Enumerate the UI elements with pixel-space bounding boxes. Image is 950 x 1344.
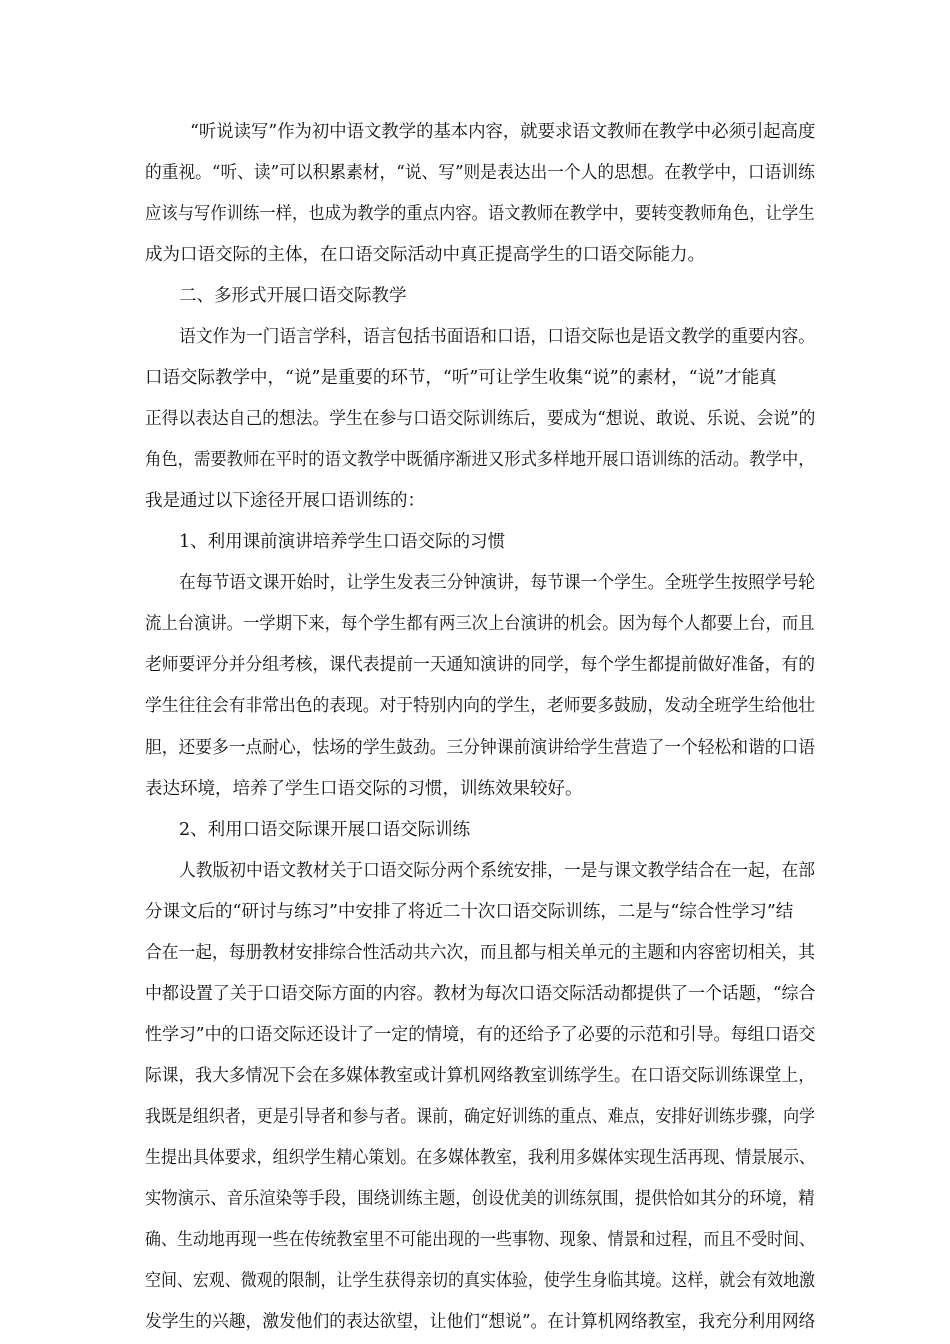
text-line: 流上台演讲。一学期下来，每个学生都有两三次上台演讲的机会。因为每个人都要上台，而且 [145, 614, 815, 635]
text-line: 角色，需要教师在平时的语文教学中既循序渐进又形式多样地开展口语训练的活动。教学中， [145, 450, 815, 471]
text-line: 空间、宏观、微观的限制，让学生获得亲切的真实体验，使学生身临其境。这样，就会有效地激 [145, 1270, 815, 1291]
text-line: 生提出具体要求，组织学生精心策划。在多媒体教室，我利用多媒体实现生活再现、情景展示、 [145, 1147, 815, 1168]
text-line: 我既是组织者，更是引导者和参与者。课前，确定好训练的重点、难点，安排好训练步骤，向学 [145, 1106, 815, 1127]
text-line: 口语交际教学中，“说”是重要的环节，“听”可让学生收集“说”的素材，“说”才能真 [145, 368, 777, 389]
text-line: 我是通过以下途径开展口语训练的： [145, 491, 425, 512]
text-line: 老师要评分并分组考核，课代表提前一天通知演讲的同学，每个学生都提前做好准备，有的 [145, 655, 815, 676]
text-line: 合在一起，每册教材安排综合性活动共六次，而且都与相关单元的主题和内容密切相关，其 [145, 942, 815, 963]
text-line: 正得以表达自己的想法。学生在参与口语交际训练后，要成为“想说、敢说、乐说、会说”的 [145, 409, 816, 430]
text-line: 的重视。“听、读”可以积累素材，“说、写”则是表达出一个人的思想。在教学中，口语训练 [145, 163, 815, 184]
text-line: 人教版初中语文教材关于口语交际分两个系统安排，一是与课文教学结合在一起，在部 [179, 860, 815, 881]
text-line: 确、生动地再现一些在传统教室里不可能出现的一些事物、现象、情景和过程，而且不受时间、 [145, 1229, 815, 1250]
text-line: 表达环境，培养了学生口语交际的习惯，训练效果较好。 [145, 778, 583, 799]
text-line: 成为口语交际的主体，在口语交际活动中真正提高学生的口语交际能力。 [145, 245, 705, 266]
text-line: 学生往往会有非常出色的表现。对于特别内向的学生，老师要多鼓励，发动全班学生给他壮 [145, 696, 815, 717]
text-line: 中都设置了关于口语交际方面的内容。教材为每次口语交际活动都提供了一个话题，“综合 [145, 983, 816, 1004]
section-heading: 二、多形式开展口语交际教学 [179, 286, 407, 307]
text-line: 应该与写作训练一样，也成为教学的重点内容。语文教师在教学中，要转变教师角色，让学生 [145, 204, 815, 225]
text-line: 在每节语文课开始时，让学生发表三分钟演讲，每节课一个学生。全班学生按照学号轮 [179, 573, 815, 594]
text-line: 发学生的兴趣，激发他们的表达欲望，让他们“想说”。在计算机网络教室，我充分利用网络 [145, 1312, 816, 1332]
text-line: “听说读写”作为初中语文教学的基本内容，就要求语文教师在教学中必须引起高度 [190, 122, 816, 142]
text-line: 际课，我大多情况下会在多媒体教室或计算机网络教室训练学生。在口语交际训练课堂上， [145, 1065, 815, 1086]
text-line: 胆，还要多一点耐心，怯场的学生鼓劲。三分钟课前演讲给学生营造了一个轻松和谐的口语 [145, 737, 815, 758]
text-line: 分课文后的“研讨与练习”中安排了将近二十次口语交际训练，二是与“综合性学习”结 [145, 901, 794, 922]
subsection-heading: 1、利用课前演讲培养学生口语交际的习惯 [179, 532, 506, 553]
subsection-heading: 2、利用口语交际课开展口语交际训练 [179, 819, 471, 840]
text-line: 实物演示、音乐渲染等手段，围绕训练主题，创设优美的训练氛围，提供恰如其分的环境，精 [145, 1188, 815, 1209]
text-line: 语文作为一门语言学科，语言包括书面语和口语，口语交际也是语文教学的重要内容。 [179, 327, 815, 348]
text-line: 性学习”中的口语交际还设计了一定的情境，有的还给予了必要的示范和引导。每组口语交 [145, 1024, 816, 1045]
